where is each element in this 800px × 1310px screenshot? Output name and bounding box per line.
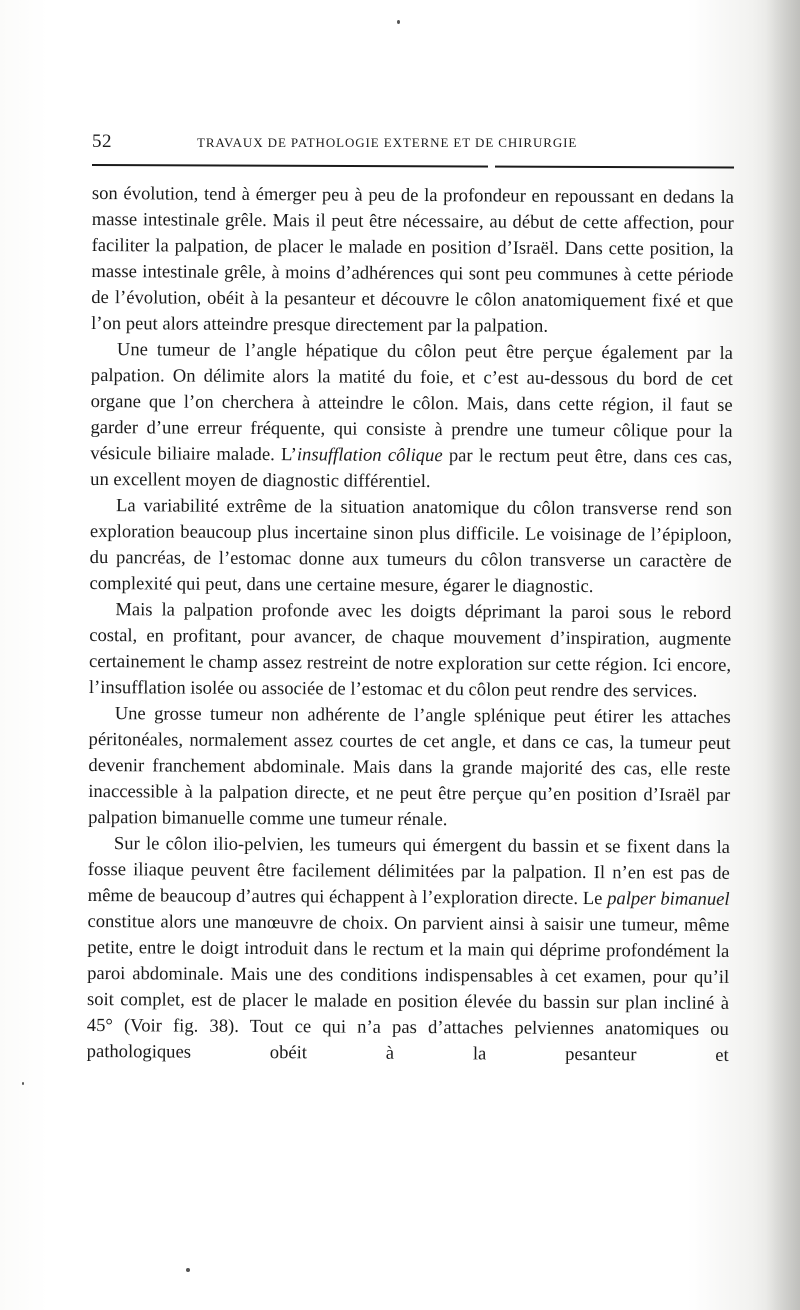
paragraph-4 xyxy=(89,597,732,705)
scan-speck xyxy=(397,20,400,24)
paragraph-2 xyxy=(90,337,733,497)
paragraph-6-text-after: constitue alors une manœuvre de choix. On parvient ainsi à saisir une tumeur, même petite, entre le doigt introduit dans le rectum et la main qui déprime profondément la paroi abdominale. Mais une des conditions indispensables à cet examen, pour qu’il soit complet, est de placer le malade en position élevée du bassin sur plan incliné à 45° (Voir fig. 38). Tout ce qui n’a pas d’attaches pelviennes anatomiques ou pathologiques obéit à la pesanteur et xyxy=(86,910,730,1066)
page-header xyxy=(92,131,732,155)
header-rule-break xyxy=(488,160,495,168)
header-rule xyxy=(92,164,734,168)
paragraph-1 xyxy=(91,181,734,341)
paragraph-6 xyxy=(87,831,730,1069)
paragraph-2-text-before: Une tumeur de l’angle hépatique du côlon peut être perçue également par la palpation. On délimite alors la matité du foie, et c’est au-dessous du bord de cet organe que l’on cherchera à atteindre le côlon. Mais, dans cette région, il faut se garder d’une erreur fréquente, qui consiste à prendre une tumeur côlique pour la vésicule biliaire malade. L’ xyxy=(90,339,734,466)
paragraph-3-text: La variabilité extrême de la situation anatomique du côlon transverse rend son exploration beaucoup plus incertaine sinon plus difficile. Le voisinage de l’épiploon, du pancréas, de l’estomac donne aux tumeurs du côlon transverse un caractère de complexité qui peut, dans une certaine mesure, égarer le diagnostic. xyxy=(89,495,733,598)
paragraph-6-italic-term: palper bimanuel xyxy=(607,888,730,910)
paragraph-2-text-after: par le rectum peut être, dans ces cas, un excellent moyen de diagnostic différentiel. xyxy=(90,445,733,493)
body-text xyxy=(87,181,734,1069)
scan-speck xyxy=(186,1268,190,1272)
paragraph-5-text: Une grosse tumeur non adhérente de l’angle splénique peut étirer les attaches péritonéales, normalement assez courtes de cet angle, et dans ce cas, la tumeur peut devenir franchement abdominale. Mais dans la grande majorité des cas, elle reste inaccessible à la palpation directe, et ne peut être perçue qu’en position d’Israël par palpation bimanuelle comme une tumeur rénale. xyxy=(88,703,731,831)
paragraph-1-text: son évolution, tend à émerger peu à peu de la profondeur en repoussant en dedans la masse intestinale grêle. Mais il peut être nécessaire, au début de cette affection, pour faciliter la palpation, de placer le malade en position d’Israël. Dans cette position, la masse intestinale grêle, à moins d’adhérences qui sont peu communes à cette période de l’évolution, obéit à la pesanteur et découvre le côlon anatomiquement fixé et que l’on peut alors atteindre presque directement par la palpation. xyxy=(91,182,734,337)
paragraph-2-italic-term: insufflation côlique xyxy=(296,444,443,467)
paragraph-6-text-before: Sur le côlon ilio-pelvien, les tumeurs qui émergent du bassin et se fixent dans la fosse iliaque peuvent être facilement délimitées par la palpation. Il n’en est pas de même de beaucoup d’autres qui échappent à l’exploration directe. Le xyxy=(87,833,731,910)
page-number: 52 xyxy=(92,131,112,152)
scan-speck xyxy=(22,1082,24,1085)
paragraph-4-text: Mais la palpation profonde avec les doigts déprimant la paroi sous le rebord costal, en profitant, pour avancer, de chaque mouvement d’inspiration, augmente certainement le champ assez restreint de notre exploration sur cette région. Ici encore, l’insufflation isolée ou associée de l’estomac et du côlon peut rendre des services. xyxy=(88,599,732,702)
paragraph-5 xyxy=(88,701,731,835)
running-head: TRAVAUX DE PATHOLOGIE EXTERNE ET DE CHIRURGIE xyxy=(197,135,578,150)
paragraph-3 xyxy=(89,493,732,601)
page-edge-shadow xyxy=(766,0,800,1310)
